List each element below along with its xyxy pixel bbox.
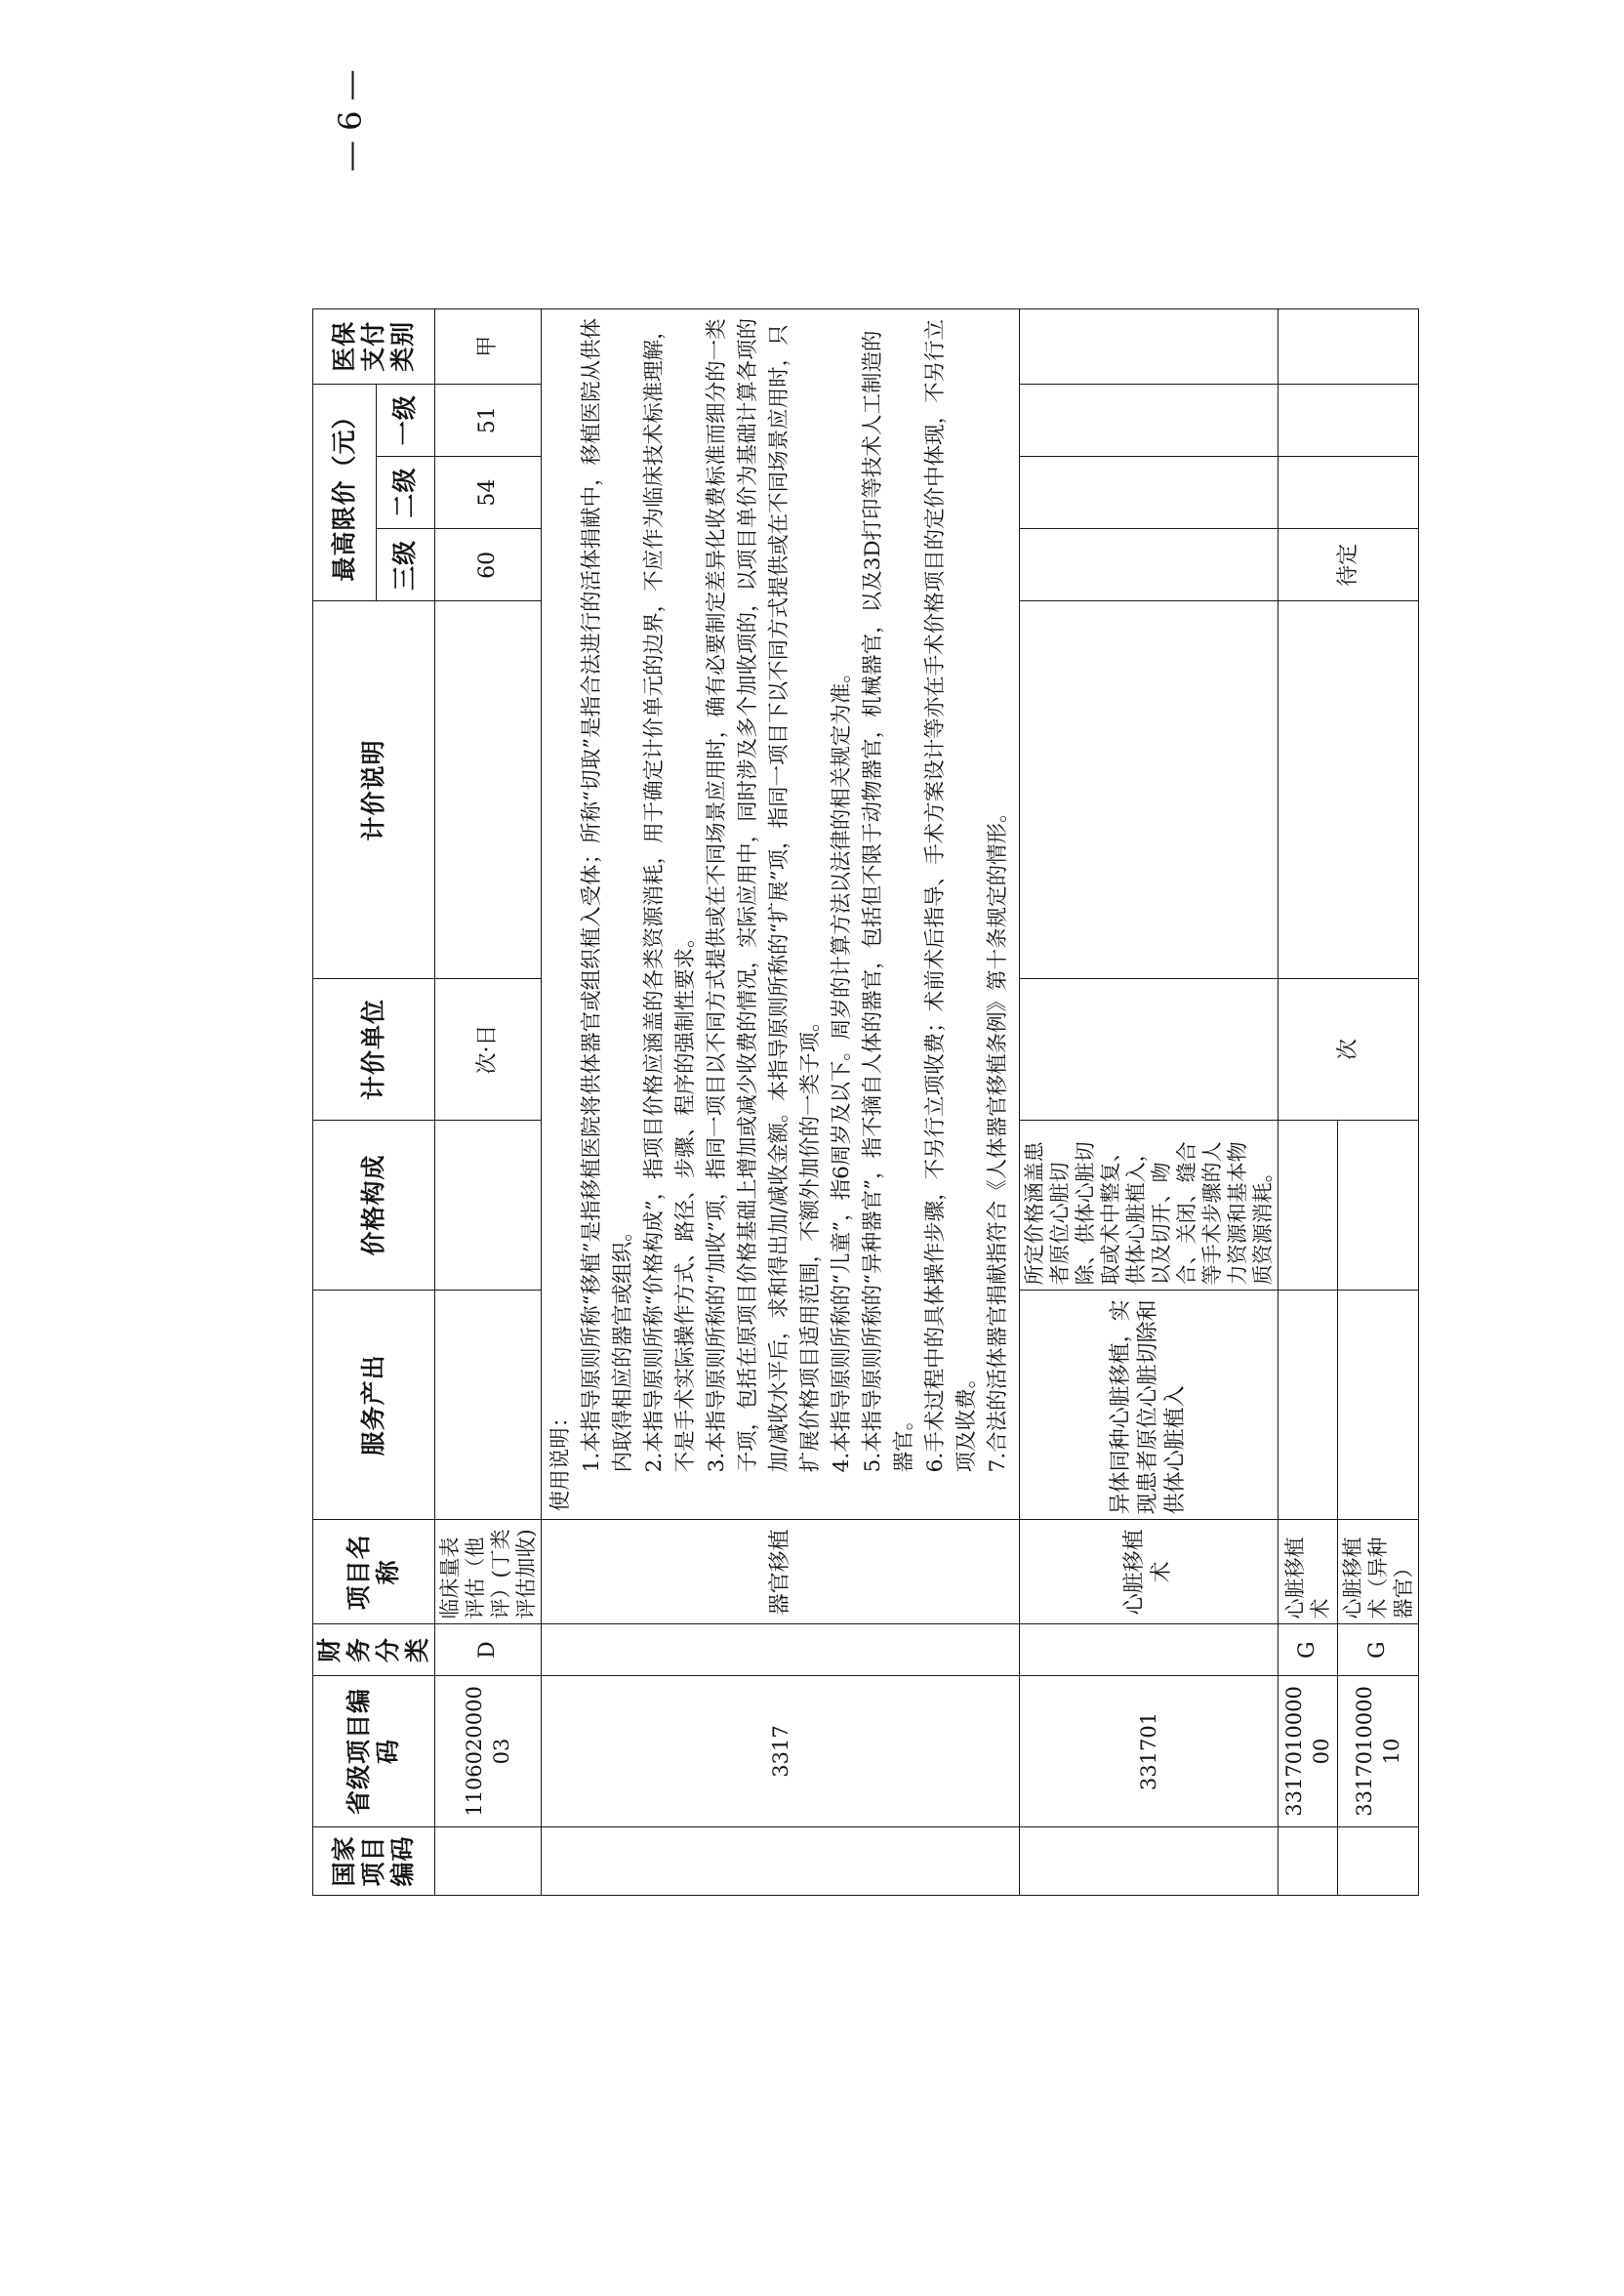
provincial-code-cell: 3317 xyxy=(542,1675,1020,1826)
level2-price-cell xyxy=(1279,456,1419,528)
level2-price-cell: 54 xyxy=(435,456,542,528)
item-name-cell: 心脏移植术（异种器官） xyxy=(1338,1520,1419,1624)
usage-note-3: 3.本指导原则所称的“加收”项，指同一项目以不同方式提供或在不同场景应用时，确有必要制定差异化收费标准而细分的一类子项，包括在原项目价格基础上增加或减少收费的情况，实际应用中，同时涉及多个加收项的，以项目单价为基础计算各项的加/减收水平后，求和得出加/减收金额。本指导原则所称的“扩展”项，指同一项目下以不同方式提供或在不同场景应用时，只扩展价格项目适用范围，不额外加价的一类子项。 xyxy=(705,317,823,1473)
item-name-cell: 器官移植 xyxy=(542,1520,1020,1624)
national-code-cell xyxy=(435,1827,542,1896)
usage-note-7: 7.合法的活体器官捐献指符合《人体器官移植条例》第十条规定的情形。 xyxy=(986,801,1010,1473)
provincial-code-cell: 331701 xyxy=(1020,1675,1279,1826)
finance-class-cell xyxy=(1020,1624,1279,1675)
header-service-output: 服务产出 xyxy=(313,1291,435,1520)
table-row xyxy=(1020,309,1279,1896)
national-code-cell xyxy=(1020,1827,1279,1896)
price-composition-cell xyxy=(1279,1120,1338,1291)
header-pricing-note: 计价说明 xyxy=(313,601,435,979)
item-name-cell: 临床量表评估（他评）(丁类评估加收) xyxy=(435,1520,542,1624)
pricing-note-cell xyxy=(1279,601,1419,979)
header-insurance: 医保支付类别 xyxy=(313,309,435,385)
provincial-code-cell: 331701000010 xyxy=(1338,1675,1419,1826)
price-table xyxy=(312,308,1415,1896)
finance-class-cell: G xyxy=(1279,1624,1338,1675)
pricing-note-cell xyxy=(1020,601,1279,979)
service-output-cell xyxy=(1338,1291,1419,1520)
national-code-cell xyxy=(1338,1827,1419,1896)
price-composition-cell xyxy=(435,1120,542,1291)
provincial-code-cell: 110602000003 xyxy=(435,1675,542,1826)
pricing-unit-cell xyxy=(1020,979,1279,1120)
header-national-code: 国家项目编码 xyxy=(313,1827,435,1896)
item-name-cell: 心脏移植术 xyxy=(1279,1520,1338,1624)
header-finance-class: 财务分类 xyxy=(313,1624,435,1675)
header-level2: 二级 xyxy=(376,456,434,528)
insurance-cell: 甲 xyxy=(435,309,542,385)
level1-price-cell xyxy=(1279,384,1419,456)
table-row xyxy=(542,309,1020,1896)
pricing-unit-cell: 次·日 xyxy=(435,979,542,1120)
usage-note-1: 1.本指导原则所称“移植”是指移植医院将供体器官或组织植入受体；所称“切取”是指合法进行的活体捐献中，移植医院从供体内取得相应的器官或组织。 xyxy=(580,317,635,1473)
usage-note-5: 5.本指导原则所称的“异种器官”，指不摘自人体的器官，包括但不限于动物器官，机械器官，以及3D打印等技术人工制造的器官。 xyxy=(861,330,916,1473)
finance-class-cell: D xyxy=(435,1624,542,1675)
header-max-price: 最高限价（元） xyxy=(313,384,377,601)
national-code-cell xyxy=(1279,1827,1338,1896)
header-pricing-unit: 计价单位 xyxy=(313,979,435,1120)
level1-price-cell: 51 xyxy=(435,384,542,456)
level3-price-cell xyxy=(1020,529,1279,601)
usage-note-4: 4.本指导原则所称的“儿童”，指6周岁及以下。周岁的计算方法以法律的相关规定为准。 xyxy=(830,662,854,1473)
service-output-cell xyxy=(435,1291,542,1520)
finance-class-cell xyxy=(542,1624,1020,1675)
national-code-cell xyxy=(542,1827,1020,1896)
level3-price-cell: 60 xyxy=(435,529,542,601)
insurance-cell xyxy=(1279,309,1419,385)
service-output-cell: 异体同种心脏移植，实现患者原位心脏切除和供体心脏植入 xyxy=(1020,1291,1279,1520)
level1-price-cell xyxy=(1020,384,1279,456)
insurance-cell xyxy=(1020,309,1279,385)
header-item-name: 项目名称 xyxy=(313,1520,435,1624)
price-composition-cell: 所定价格涵盖患者原位心脏切除、供体心脏切取或术中整复、供体心脏植入，以及切开、吻合、关闭、缝合等手术步骤的人力资源和基本物质资源消耗。 xyxy=(1020,1120,1279,1291)
usage-note-2: 2.本指导原则所称“价格构成”，指项目价格应涵盖的各类资源消耗，用于确定计价单元的边界，不应作为临床技术标准理解，不是手术实际操作方式、路径、步骤、程序的强制性要求。 xyxy=(642,318,698,1473)
header-level3: 三级 xyxy=(376,529,434,601)
pricing-note-cell xyxy=(435,601,542,979)
header-provincial-code: 省级项目编码 xyxy=(313,1675,435,1826)
level2-price-cell xyxy=(1020,456,1279,528)
provincial-code-cell: 331701000000 xyxy=(1279,1675,1338,1826)
finance-class-cell: G xyxy=(1338,1624,1419,1675)
usage-note-6: 6.手术过程中的具体操作步骤，不另行立项收费；术前术后指导、手术方案设计等亦在手术价格项目的定价中体现，不另行立项及收费。 xyxy=(923,318,979,1473)
pricing-unit-cell: 次 xyxy=(1279,979,1419,1120)
header-price-composition: 价格构成 xyxy=(313,1120,435,1291)
item-name-cell: 心脏移植术 xyxy=(1020,1520,1279,1624)
price-composition-cell xyxy=(1338,1120,1419,1291)
page-number: — 6 — xyxy=(332,69,369,172)
table-row xyxy=(435,309,542,1896)
service-output-cell xyxy=(1279,1291,1338,1520)
table-row xyxy=(1279,309,1338,1896)
level3-price-cell: 待定 xyxy=(1279,529,1419,601)
usage-notes-title: 使用说明： xyxy=(548,1406,573,1512)
usage-notes xyxy=(542,309,1020,1520)
header-level1: 一级 xyxy=(376,384,434,456)
